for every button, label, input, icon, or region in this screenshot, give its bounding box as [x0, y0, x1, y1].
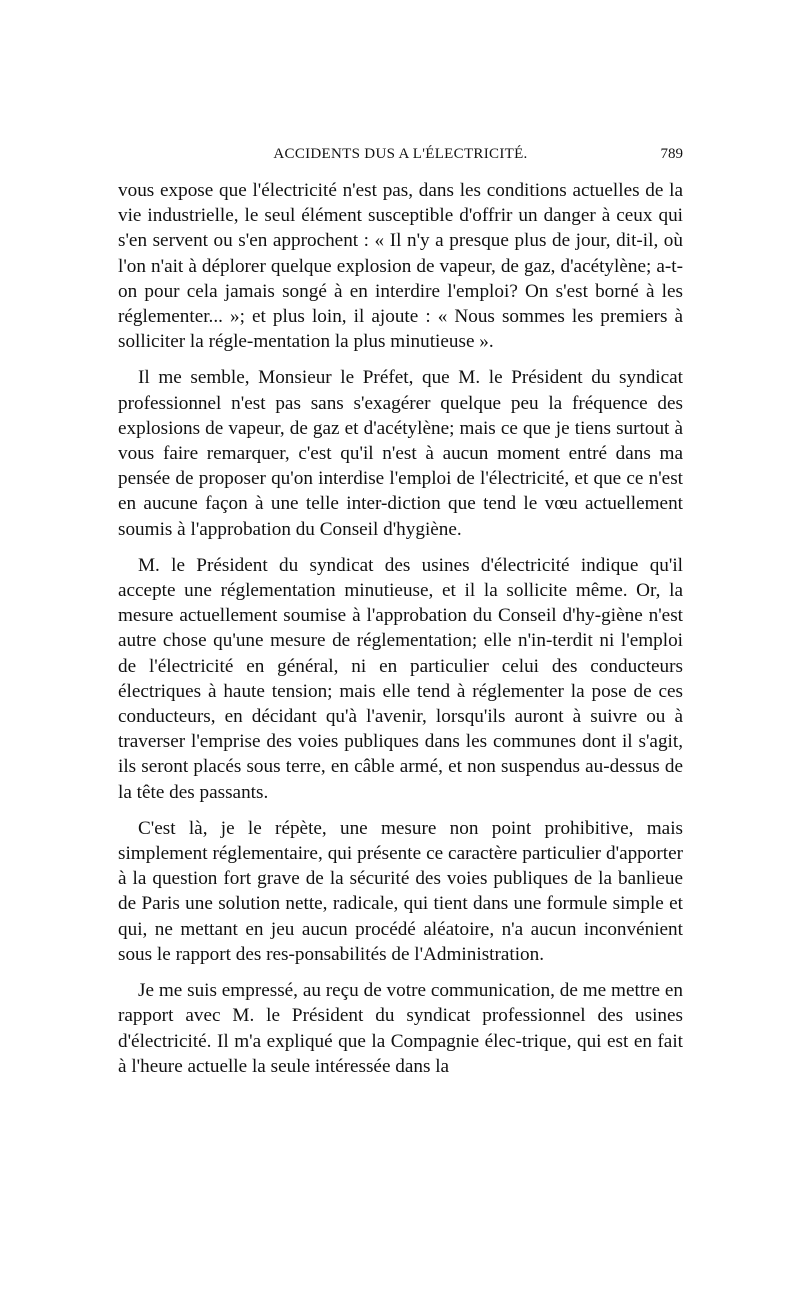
paragraph-continued: vous expose que l'électricité n'est pas, dans les conditions actuelles de la vie industrielle, le seul élément susceptible d'offrir un danger à ceux qui s'en servent ou s'en approchent : « Il n'y a presque plus de jour, dit-il, où l'on n'ait à déplorer quelque explosion de vapeur, de gaz, d'acétylène; a-t-on pour cela jamais songé à en interdire l'emploi? On s'est borné à les réglementer... »; et plus loin, il ajoute : « Nous sommes les premiers à solliciter la régle-mentation la plus minutieuse ». [118, 180, 683, 353]
paragraph: Il me semble, Monsieur le Préfet, que M. le Président du syndicat professionnel n'est pas sans s'exagérer quelque peu la fréquence des explosions de vapeur, de gaz et d'acétylène; mais ce que je tiens surtout à vous faire remarquer, c'est qu'il n'est à aucun moment entré dans ma pensée de proposer qu'on interdise l'emploi de l'électricité, et que ce n'est en aucune façon à une telle inter-diction que tend le vœu actuellement soumis à l'approbation du Conseil d'hygiène. [118, 367, 683, 540]
paragraph: Je me suis empressé, au reçu de votre communication, de me mettre en rapport avec M. le Président du syndicat professionnel des usines d'électricité. Il m'a expliqué que la Compagnie élec-trique, qui est en fait à l'heure actuelle la seule intéressée dans la [118, 980, 683, 1077]
paragraph: C'est là, je le répète, une mesure non point prohibitive, mais simplement réglementaire, qui présente ce caractère particulier d'apporter à la question fort grave de la sécurité des voies publiques de la banlieue de Paris une solution nette, radicale, qui tient dans une formule simple et qui, ne mettant en jeu aucun procédé aléatoire, n'a aucun inconvénient sous le rapport des res-ponsabilités de l'Administration. [118, 817, 683, 965]
body-text [118, 178, 683, 1090]
running-title: ACCIDENTS DUS A L'ÉLECTRICITÉ. [273, 146, 528, 162]
page-header [118, 146, 683, 170]
paragraph: M. le Président du syndicat des usines d'électricité indique qu'il accepte une réglementation minutieuse, et il la sollicite même. Or, la mesure actuellement soumise à l'approbation du Conseil d'hy-giène n'est autre chose qu'une mesure de réglementation; elle n'in-terdit ni l'emploi de l'électricité en général, ni en particulier celui des conducteurs électriques à haute tension; mais elle tend à réglementer la pose de ces conducteurs, en décidant qu'à l'avenir, lorsqu'ils auront à suivre ou à traverser l'emprise des voies publiques dans les communes dont il s'agit, ils seront placés sous terre, en câble armé, et non suspendus au-dessus de la tête des passants. [118, 554, 683, 803]
page-number: 789 [660, 146, 683, 162]
